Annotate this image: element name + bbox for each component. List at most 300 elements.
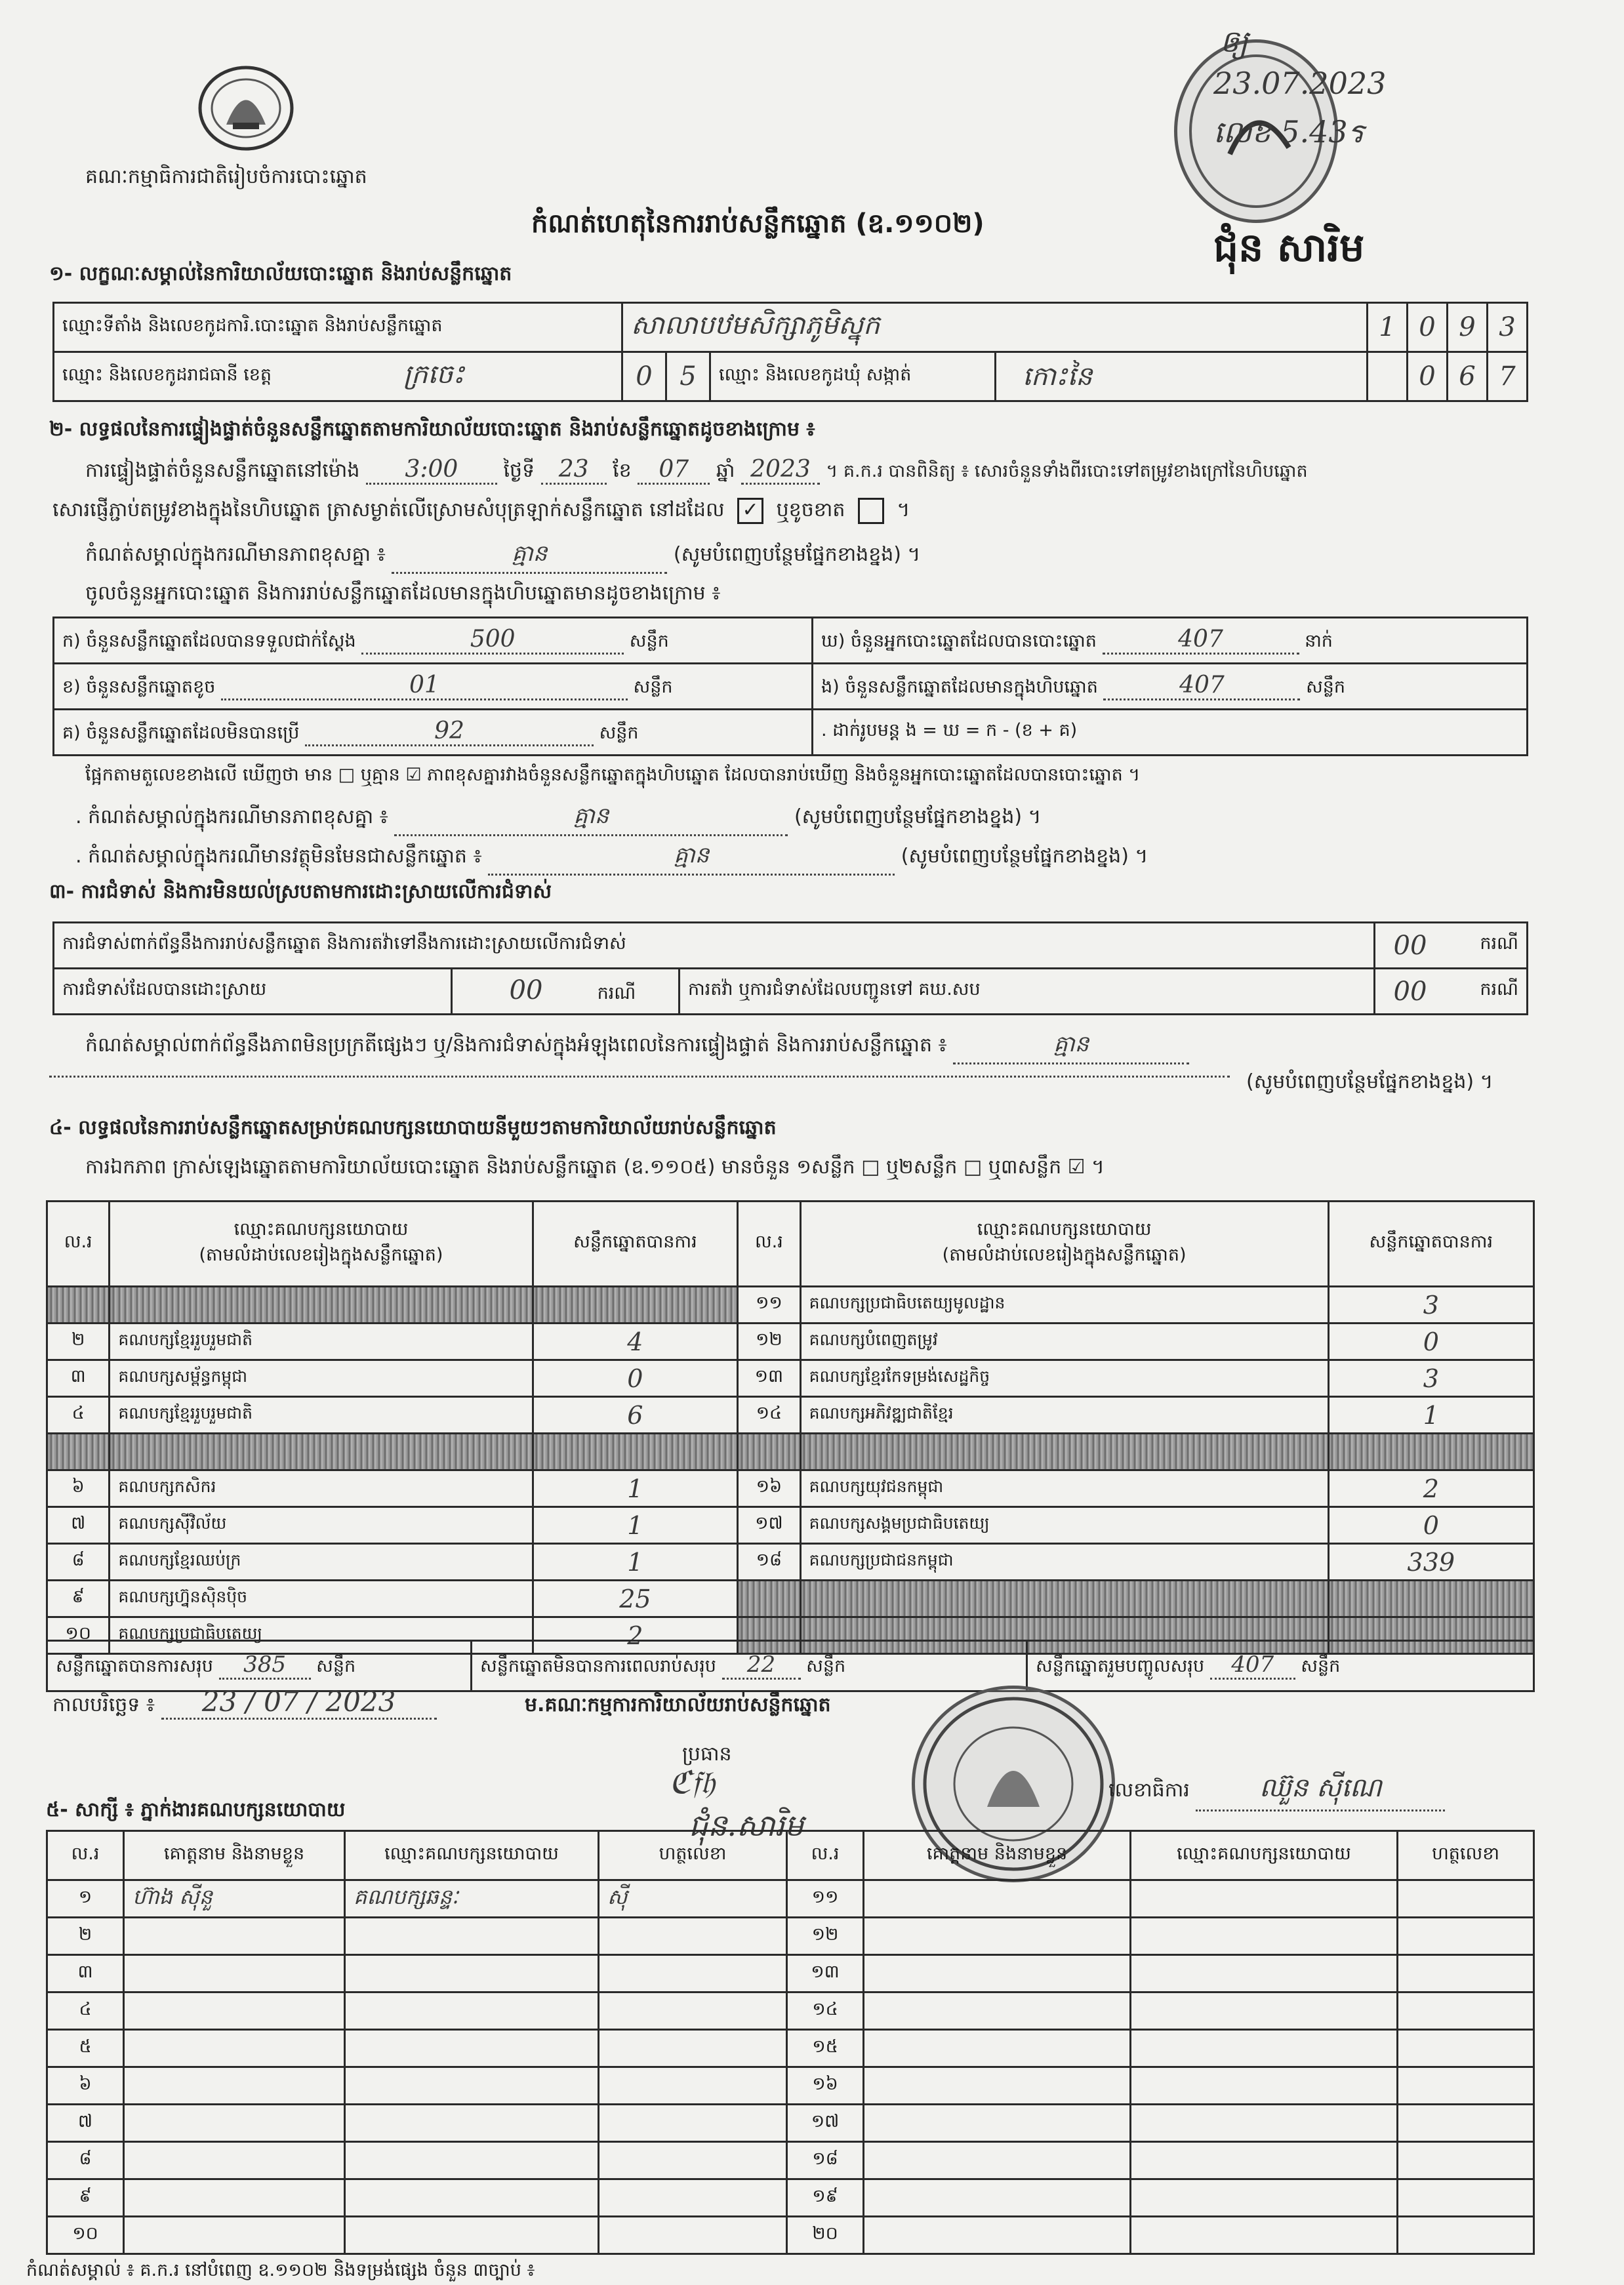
witness-left-party[interactable] (345, 1955, 599, 1992)
witness-right-name[interactable] (864, 1992, 1131, 2030)
forwarded-unit: ករណី (1445, 969, 1528, 1015)
count-d-value: 407 (1103, 626, 1299, 655)
result-left-votes: 1 (533, 1544, 738, 1581)
result-right-votes: 3 (1328, 1287, 1533, 1324)
objection-value: 00 (1374, 923, 1445, 969)
witness-row (47, 1992, 1534, 2030)
result-right-no: ១៦ (738, 1470, 800, 1507)
result-left-name: គណបក្សប្រជាធិបតេយ្យ (110, 1617, 533, 1654)
note-diff-value: គ្មាន (394, 801, 788, 836)
witness-col-no-left: ល.រ (47, 1831, 124, 1880)
witness-row (47, 2105, 1534, 2142)
witness-left-name[interactable] (124, 2067, 345, 2105)
verify-year-label: ឆ្នាំ (716, 459, 735, 482)
result-right-votes: 3 (1328, 1360, 1533, 1397)
witness-right-party[interactable] (1131, 2179, 1398, 2217)
seal-intact-checkbox[interactable]: ✓ (737, 498, 763, 524)
section1-title: ១- លក្ខណៈសម្គាល់នៃការិយាល័យបោះឆ្នោត និងរាប់សន្លឹកឆ្នោត (49, 262, 512, 285)
witness-left-sign[interactable] (599, 2142, 787, 2179)
section4-title: ៤- លទ្ធផលនៃការរាប់សន្លឹកឆ្នោតសម្រាប់គណបក្សនយោបាយនីមួយៗតាមការិយាល័យរាប់សន្លឹកឆ្នោត (49, 1116, 777, 1139)
secretary-name: ឈ៊ួន ស៊ីណេ (1196, 1771, 1445, 1811)
forwarded-value: 00 (1374, 969, 1445, 1015)
total-all-unit: សន្លឹក (1301, 1655, 1341, 1676)
result-left-name: គណបក្សហ្វ៊ុនស៊ិនប៉ិច (110, 1581, 533, 1617)
witness-left-name[interactable] (124, 1918, 345, 1955)
result-left-no: ១០ (47, 1617, 110, 1654)
witness-left-name[interactable] (124, 2179, 345, 2217)
result-right-no: ១៣ (738, 1360, 800, 1397)
objection-unit: ករណី (1445, 923, 1528, 969)
witness-left-name[interactable] (124, 2030, 345, 2067)
totals-table (46, 1640, 1535, 1692)
witness-col-name-left: គោត្តនាម និងនាមខ្លួន (124, 1831, 345, 1880)
witness-left-party[interactable] (345, 2142, 599, 2179)
date-value: 23 / 07 / 2023 (161, 1686, 437, 1720)
witness-row (47, 1918, 1534, 1955)
witness-left-party[interactable] (345, 2105, 599, 2142)
witness-right-sign[interactable] (1398, 1992, 1534, 2030)
result-left-name: គណបក្សខ្មែរឈប់ក្រ (110, 1544, 533, 1581)
witness-right-party[interactable] (1131, 1955, 1398, 1992)
witness-left-sign[interactable] (599, 1955, 787, 1992)
org-name: គណៈកម្មាធិការជាតិរៀបចំការបោះឆ្នោត (85, 165, 367, 188)
witness-right-party[interactable] (1131, 1880, 1398, 1918)
count-b-unit: សន្លឹក (633, 676, 673, 697)
witness-left-party[interactable]: គណបក្សឆន្ទៈ (345, 1880, 599, 1918)
result-left-name: គណបក្សសម្ព័ន្ធកម្ពុជា (110, 1360, 533, 1397)
result-left-name: គណបក្សខ្មែររួបរួមជាតិ (110, 1324, 533, 1360)
result-left-no: ៣ (47, 1360, 110, 1397)
witness-left-name[interactable] (124, 2105, 345, 2142)
witness-left-party[interactable] (345, 2067, 599, 2105)
witness-right-party[interactable] (1131, 2105, 1398, 2142)
result-left-votes: 25 (533, 1581, 738, 1617)
results-row (47, 1581, 1534, 1617)
witness-left-name[interactable] (124, 1992, 345, 2030)
irregularity-value: គ្មាន (953, 1030, 1189, 1064)
total-invalid-label: សន្លឹកឆ្នោតមិនបានការពេលរាប់សរុប (480, 1655, 716, 1676)
commune-code-2: 6 (1448, 352, 1488, 401)
count-e-cell (813, 664, 1528, 710)
note-object-value: គ្មាន (488, 841, 895, 876)
col-votes-left: សន្លឹកឆ្នោតបានការ (533, 1202, 738, 1287)
province-cell (54, 352, 622, 401)
witness-right-sign[interactable] (1398, 1880, 1534, 1918)
resolved-value: 00 (509, 975, 543, 1005)
col-party-left-title: ឈ្មោះគណបក្សនយោបាយ (233, 1219, 409, 1240)
col-party-right-sub: (តាមលំដាប់លេខរៀងក្នុងសន្លឹកឆ្នោត) (942, 1244, 1187, 1265)
witness-right-no: ១៨ (787, 2142, 864, 2179)
result-left-votes: 1 (533, 1470, 738, 1507)
results-row (47, 1287, 1534, 1324)
witness-col-party-left: ឈ្មោះគណបក្សនយោបាយ (345, 1831, 599, 1880)
stamp-handwriting-1: ឲ្យ (1220, 24, 1248, 59)
note-object-hint: (សូមបំពេញបន្ថែមផ្នែកខាងខ្នង) ។ (901, 845, 1148, 868)
witness-row (47, 2179, 1534, 2217)
result-right-name (800, 1581, 1328, 1617)
verify-line-2 (52, 497, 910, 526)
witness-right-name[interactable] (864, 2142, 1131, 2179)
stamp-handwriting-3: លេខ 5.43ร (1213, 114, 1364, 150)
witness-right-party[interactable] (1131, 2217, 1398, 2254)
witness-left-no: ៧ (47, 2105, 124, 2142)
witness-left-party[interactable] (345, 2217, 599, 2254)
province-value: ក្រចេះ (403, 359, 464, 390)
witness-right-sign[interactable] (1398, 2179, 1534, 2217)
section1-table (52, 302, 1528, 402)
witness-row (47, 2217, 1534, 2254)
province-label: ឈ្មោះ និងលេខកូដរាជធានី ខេត្ត (62, 364, 272, 385)
location-code-1: 1 (1368, 303, 1408, 352)
total-invalid-unit: សន្លឹក (806, 1655, 846, 1676)
witness-right-name[interactable] (864, 1918, 1131, 1955)
results-row (47, 1434, 1534, 1470)
result-right-votes (1328, 1581, 1533, 1617)
diff-note-value: គ្មាន (392, 539, 667, 574)
witness-left-no: ៨ (47, 2142, 124, 2179)
witness-left-no: ១ (47, 1880, 124, 1918)
result-right-no (738, 1581, 800, 1617)
result-right-no (738, 1434, 800, 1470)
witness-right-sign[interactable] (1398, 1918, 1534, 1955)
witness-right-party[interactable] (1131, 2142, 1398, 2179)
witness-right-sign[interactable] (1398, 2030, 1534, 2067)
result-left-votes: 1 (533, 1507, 738, 1544)
witness-col-party-right: ឈ្មោះគណបក្សនយោបាយ (1131, 1831, 1398, 1880)
witness-right-sign[interactable] (1398, 2217, 1534, 2254)
result-right-votes: 0 (1328, 1324, 1533, 1360)
date-label: កាលបរិច្ឆេទ ៖ (52, 1693, 155, 1716)
total-invalid-cell (472, 1641, 1027, 1691)
period: ។ (897, 498, 910, 521)
witness-left-sign[interactable] (599, 2105, 787, 2142)
result-left-no: ៦ (47, 1470, 110, 1507)
total-invalid-value: 22 (722, 1651, 801, 1680)
seal-broken-checkbox[interactable] (858, 498, 884, 524)
location-value: សាលាបឋមសិក្សាភូមិស្នុក (622, 303, 1368, 352)
witness-right-name[interactable] (864, 2105, 1131, 2142)
witness-left-sign[interactable] (599, 2217, 787, 2254)
witness-row (47, 1880, 1534, 1918)
witness-left-no: ១០ (47, 2217, 124, 2254)
section2-title: ២- លទ្ធផលនៃការផ្ទៀងផ្ទាត់ចំនួនសន្លឹកឆ្នោតតាមការិយាល័យបោះឆ្នោត និងរាប់សន្លឹកឆ្នោតដូចខាងក្រោម ៖ (49, 418, 815, 441)
witness-left-sign[interactable] (599, 2179, 787, 2217)
witness-right-no: ១៥ (787, 2030, 864, 2067)
col-party-right (800, 1202, 1328, 1287)
witness-right-party[interactable] (1131, 2067, 1398, 2105)
diff-note-label: កំណត់សម្គាល់ក្នុងករណីមានភាពខុសគ្នា ៖ (85, 543, 386, 566)
col-votes-right: សន្លឹកឆ្នោតបានការ (1328, 1202, 1533, 1287)
stamp-name: ជុំន សារិម (1213, 225, 1365, 271)
resolved-cell (452, 969, 680, 1015)
result-left-no (47, 1434, 110, 1470)
total-valid-label: សន្លឹកឆ្នោតបានការសរុប (56, 1655, 213, 1676)
count-d-unit: នាក់ (1305, 630, 1333, 651)
result-right-name: គណបក្សបំពេញតម្រូវ (800, 1324, 1328, 1360)
verify-post: ។ គ.ក.រ បានពិនិត្យ ៖ សោរចំនួនទាំងពីរបោះទៅតម្រូវខាងក្រៅនៃហិបឆ្នោត (826, 461, 1308, 481)
result-left-name: គណបក្សស៊ីវិល័យ (110, 1507, 533, 1544)
result-right-votes: 0 (1328, 1507, 1533, 1544)
witness-table (46, 1830, 1535, 2255)
verify-day: 23 (541, 456, 607, 485)
witness-right-party[interactable] (1131, 1992, 1398, 2030)
province-code-1: 0 (622, 352, 666, 401)
total-valid-value: 385 (219, 1651, 311, 1680)
note-object-line (75, 841, 1148, 876)
witness-right-name[interactable] (864, 2179, 1131, 2217)
witness-right-sign[interactable] (1398, 2142, 1534, 2179)
witness-right-no: ១៦ (787, 2067, 864, 2105)
secretary-line (1108, 1771, 1445, 1811)
result-right-votes: 1 (1328, 1397, 1533, 1434)
commune-code-3: 7 (1488, 352, 1528, 401)
witness-right-no: ១៩ (787, 2179, 864, 2217)
witness-right-no: ១១ (787, 1880, 864, 1918)
counts-table (52, 617, 1528, 756)
witness-right-party[interactable] (1131, 1918, 1398, 1955)
col-party-right-title: ឈ្មោះគណបក្សនយោបាយ (977, 1219, 1152, 1240)
count-e-label: ង) ចំនួនសន្លឹកឆ្នោតដែលមានក្នុងហិបឆ្នោត (821, 676, 1098, 697)
location-code-2: 0 (1408, 303, 1448, 352)
section5-title: ៥- សាក្សី ៖ ភ្នាក់ងារគណបក្សនយោបាយ (46, 1798, 346, 1821)
chair-signature: ℭ𝔣𝔥 (669, 1764, 715, 1801)
witness-left-no: ៥ (47, 2030, 124, 2067)
witness-left-party[interactable] (345, 2179, 599, 2217)
count-c-label: គ) ចំនួនសន្លឹកឆ្នោតដែលមិនបានប្រើ (62, 722, 300, 743)
count-b-cell (54, 664, 813, 710)
stamp-handwriting-2: 23.07.2023 (1213, 66, 1387, 101)
count-c-unit: សន្លឹក (599, 722, 639, 743)
results-row (47, 1544, 1534, 1581)
secretary-label: លេខាធិការ (1108, 1779, 1190, 1802)
chair-name: ជុំន.សារិម (689, 1808, 804, 1843)
witness-left-no: ៤ (47, 1992, 124, 2030)
objection-label: ការជំទាស់ពាក់ព័ន្ធនឹងការរាប់សន្លឹកឆ្នោត និងការតវ៉ាទៅនឹងការដោះស្រាយលើការជំទាស់ (54, 923, 1375, 969)
witness-right-sign[interactable] (1398, 1955, 1534, 1992)
witness-right-sign[interactable] (1398, 2067, 1534, 2105)
results-body (47, 1287, 1534, 1654)
note-diff-line (75, 801, 1041, 836)
section3-title: ៣- ការជំទាស់ និងការមិនយល់ស្របតាមការដោះស្រាយលើការជំទាស់ (49, 880, 552, 903)
col-no-left: ល.រ (47, 1202, 110, 1287)
result-right-name: គណបក្សខ្មែរកែទម្រង់សេដ្ឋកិច្ច (800, 1360, 1328, 1397)
nec-emblem-icon (197, 62, 295, 154)
diff-note-hint: (សូមបំពេញបន្ថែមផ្នែកខាងខ្នង) ។ (673, 543, 921, 566)
result-left-no (47, 1287, 110, 1324)
result-left-votes (533, 1434, 738, 1470)
result-right-votes (1328, 1434, 1533, 1470)
count-a-label: ក) ចំនួនសន្លឹកឆ្នោតដែលបានទទួលជាក់ស្តែង (62, 630, 356, 651)
witness-left-no: ៩ (47, 2179, 124, 2217)
witness-right-no: ១៣ (787, 1955, 864, 1992)
count-c-value: 92 (305, 718, 594, 746)
verify-month: 07 (638, 456, 710, 485)
formula-cell: . ដាក់រូបមន្ត ង = ឃ = ក - (ខ + គ) (813, 710, 1528, 756)
commune-cell (710, 352, 1368, 401)
witness-left-sign[interactable] (599, 1992, 787, 2030)
witness-row (47, 2067, 1534, 2105)
witness-left-party[interactable] (345, 1992, 599, 2030)
total-all-value: 407 (1210, 1651, 1295, 1680)
col-no-right: ល.រ (738, 1202, 800, 1287)
witness-left-party[interactable] (345, 2030, 599, 2067)
result-left-votes: 6 (533, 1397, 738, 1434)
witness-left-no: ៦ (47, 2067, 124, 2105)
results-row (47, 1324, 1534, 1360)
total-valid-cell (47, 1641, 472, 1691)
count-d-cell (813, 618, 1528, 664)
location-code-3: 9 (1448, 303, 1488, 352)
seal-text: សោរផ្ញើភ្ជាប់តម្រូវខាងក្នុងនៃហិបឆ្នោត ត្រាសម្ងាត់លើស្រោមសំបុត្រឡាក់សន្លឹកឆ្នោត នៅដដែល (52, 498, 725, 521)
result-left-votes (533, 1287, 738, 1324)
result-right-name: គណបក្សប្រជាធិបតេយ្យមូលដ្ឋាន (800, 1287, 1328, 1324)
total-all-label: សន្លឹកឆ្នោតរួមបញ្ចូលសរុប (1036, 1655, 1205, 1676)
verify-year: 2023 (741, 456, 820, 485)
results-row (47, 1507, 1534, 1544)
witness-left-sign[interactable] (599, 2030, 787, 2067)
resolved-unit: ករណី (597, 982, 636, 1003)
result-right-no: ១៨ (738, 1544, 800, 1581)
witness-right-name[interactable] (864, 1880, 1131, 1918)
witness-row (47, 2030, 1534, 2067)
count-e-value: 407 (1103, 672, 1300, 700)
compare-line: ផ្អែកតាមតួលេខខាងលើ ឃើញថា មាន □ ឬគ្មាន ☑ ភាពខុសគ្នារវាងចំនួនសន្លឹកឆ្នោតក្នុងហិបឆ្នោត ដែលបានរាប់ឃើញ និងចំនួនអ្នកបោះឆ្នោតដែលបានបោះឆ្នោត ។ (85, 765, 1141, 785)
total-valid-unit: សន្លឹក (316, 1655, 356, 1676)
nec-logo (197, 62, 295, 154)
verify-line-1 (85, 456, 1308, 487)
section4-intro: ការឯកភាព ក្រាស់ឡេងឆ្នោតតាមការិយាល័យបោះឆ្នោត និងរាប់សន្លឹកឆ្នោត (ឧ.១១០៥) មានចំនួន ១សន្លឹក □ ឬ២សន្លឹក □ ឬ៣សន្លឹក ☑ ។ (85, 1156, 1105, 1179)
result-left-votes: 2 (533, 1617, 738, 1654)
irregularity-dots (49, 1076, 1230, 1078)
witness-left-no: ២ (47, 1918, 124, 1955)
count-a-cell (54, 618, 813, 664)
result-right-votes: 339 (1328, 1544, 1533, 1581)
witness-right-name[interactable] (864, 2217, 1131, 2254)
witness-left-party[interactable] (345, 1918, 599, 1955)
verify-line-3 (85, 539, 920, 574)
result-right-name: គណបក្សសង្គមប្រជាធិបតេយ្យ (800, 1507, 1328, 1544)
verify-time: 3:00 (366, 456, 497, 485)
result-left-no: ៤ (47, 1397, 110, 1434)
witness-right-no: ២០ (787, 2217, 864, 2254)
result-right-no: ១៤ (738, 1397, 800, 1434)
result-left-no: ២ (47, 1324, 110, 1360)
result-right-name (800, 1434, 1328, 1470)
irregularity-hint: (សូមបំពេញបន្ថែមផ្នែកខាងខ្នង) ។ (1246, 1070, 1493, 1093)
result-right-name: គណបក្សប្រជាជនកម្ពុជា (800, 1544, 1328, 1581)
result-left-name: គណបក្សកសិករ (110, 1470, 533, 1507)
location-code-4: 3 (1488, 303, 1528, 352)
count-c-cell (54, 710, 813, 756)
result-right-name: គណបក្សអភិវឌ្ឍជាតិខ្មែរ (800, 1397, 1328, 1434)
witness-left-name[interactable] (124, 2217, 345, 2254)
witness-row (47, 2142, 1534, 2179)
witness-col-sign-left: ហត្ថលេខា (599, 1831, 787, 1880)
note-object-label: . កំណត់សម្គាល់ក្នុងករណីមានវត្ថុមិនមែនជាសន្លឹកឆ្នោត ៖ (75, 845, 482, 868)
note-diff-label: . កំណត់សម្គាល់ក្នុងករណីមានភាពខុសគ្នា ៖ (75, 805, 388, 828)
chair-label: ប្រធាន (682, 1743, 732, 1766)
date-line (52, 1686, 437, 1721)
committee-label: ម.គណៈកម្មការការិយាល័យរាប់សន្លឹកឆ្នោត (525, 1693, 831, 1716)
witness-col-name-right: គោត្តនាម និងនាមខ្លួន (864, 1831, 1131, 1880)
resolved-label: ការជំទាស់ដែលបានដោះស្រាយ (54, 969, 452, 1015)
witness-col-no-right: ល.រ (787, 1831, 864, 1880)
form-title: កំណត់ហេតុនៃការរាប់សន្លឹកឆ្នោត (ឧ.១១០២) (531, 209, 985, 239)
witness-left-no: ៣ (47, 1955, 124, 1992)
result-left-no: ៨ (47, 1544, 110, 1581)
result-left-no: ៩ (47, 1581, 110, 1617)
result-left-votes: 0 (533, 1360, 738, 1397)
witness-row (47, 1955, 1534, 1992)
count-e-unit: សន្លឹក (1306, 676, 1346, 697)
witness-right-name[interactable] (864, 2030, 1131, 2067)
count-b-value: 01 (221, 672, 628, 700)
result-left-name (110, 1287, 533, 1324)
commune-value: កោះនៃ (994, 353, 1366, 400)
count-b-label: ខ) ចំនួនសន្លឹកឆ្នោតខូច (62, 676, 216, 697)
witness-left-name[interactable] (124, 1955, 345, 1992)
result-left-name: គណបក្សខ្មែររួបរួមជាតិ (110, 1397, 533, 1434)
witness-body (47, 1880, 1534, 2254)
count-a-value: 500 (361, 626, 624, 655)
result-right-votes: 2 (1328, 1470, 1533, 1507)
witness-right-no: ១៧ (787, 2105, 864, 2142)
witness-left-sign[interactable]: ស៊ី (599, 1880, 787, 1918)
witness-right-sign[interactable] (1398, 2105, 1534, 2142)
commune-code-1: 0 (1408, 352, 1448, 401)
witness-left-name[interactable]: ហ៊ាង ស៊ីនួ (124, 1880, 345, 1918)
results-row (47, 1397, 1534, 1434)
province-code-2: 5 (666, 352, 710, 401)
commune-label: ឈ្មោះ និងលេខកូដឃុំ សង្កាត់ (719, 364, 912, 385)
location-label: ឈ្មោះទីតាំង និងលេខកូដការិ.បោះឆ្នោត និងរាប់សន្លឹកឆ្នោត (54, 303, 622, 352)
result-left-no: ៧ (47, 1507, 110, 1544)
result-left-votes: 4 (533, 1324, 738, 1360)
count-d-label: ឃ) ចំនួនអ្នកបោះឆ្នោតដែលបានបោះឆ្នោត (821, 630, 1097, 651)
col-party-left (110, 1202, 533, 1287)
objection-table (52, 921, 1528, 1015)
witness-right-party[interactable] (1131, 2030, 1398, 2067)
irregularity-label: កំណត់សម្គាល់ពាក់ព័ន្ធនឹងភាពមិនប្រក្រតីផ្សេងៗ ឬ/និងការជំទាស់ក្នុងអំឡុងពេលនៃការផ្ទៀងផ្ទាត់ និងការរាប់សន្លឹកឆ្នោត ៖ (85, 1034, 947, 1057)
count-a-unit: សន្លឹក (629, 630, 669, 651)
results-row (47, 1470, 1534, 1507)
note-diff-hint: (សូមបំពេញបន្ថែមផ្នែកខាងខ្នង) ។ (794, 805, 1042, 828)
results-row (47, 1360, 1534, 1397)
verify-day-label: ថ្ងៃទី (503, 459, 535, 482)
result-right-no: ១៧ (738, 1507, 800, 1544)
verify-line-4: ចូលចំនួនអ្នកបោះឆ្នោត និងការរាប់សន្លឹកឆ្នោតដែលមានក្នុងហិបឆ្នោតមានដូចខាងក្រោម ៖ (85, 582, 721, 605)
col-party-left-sub: (តាមលំដាប់លេខរៀងក្នុងសន្លឹកឆ្នោត) (199, 1244, 443, 1265)
total-all-cell (1027, 1641, 1534, 1691)
witness-right-name[interactable] (864, 2067, 1131, 2105)
seal-broken-label: ឬខូចខាត (776, 498, 845, 521)
forwarded-label: ការតវ៉ា ឬការជំទាស់ដែលបញ្ជូនទៅ គឃ.សប (680, 969, 1375, 1015)
witness-right-name[interactable] (864, 1955, 1131, 1992)
witness-right-no: ១២ (787, 1918, 864, 1955)
result-right-no: ១២ (738, 1324, 800, 1360)
witness-left-name[interactable] (124, 2142, 345, 2179)
witness-col-sign-right: ហត្ថលេខា (1398, 1831, 1534, 1880)
result-right-no: ១១ (738, 1287, 800, 1324)
result-right-name: គណបក្សយុវជនកម្ពុជា (800, 1470, 1328, 1507)
footer-note: កំណត់សម្គាល់ ៖ គ.ក.រ នៅបំពេញ ឧ.១១០២ និងទម្រង់ផ្សេង ចំនួន ៣ច្បាប់ ៖ (26, 2260, 535, 2280)
witness-left-sign[interactable] (599, 1918, 787, 1955)
verify-month-label: ខែ (613, 459, 632, 482)
results-table (46, 1200, 1535, 1655)
commune-code-spacer (1368, 352, 1408, 401)
witness-left-sign[interactable] (599, 2067, 787, 2105)
witness-right-no: ១៤ (787, 1992, 864, 2030)
